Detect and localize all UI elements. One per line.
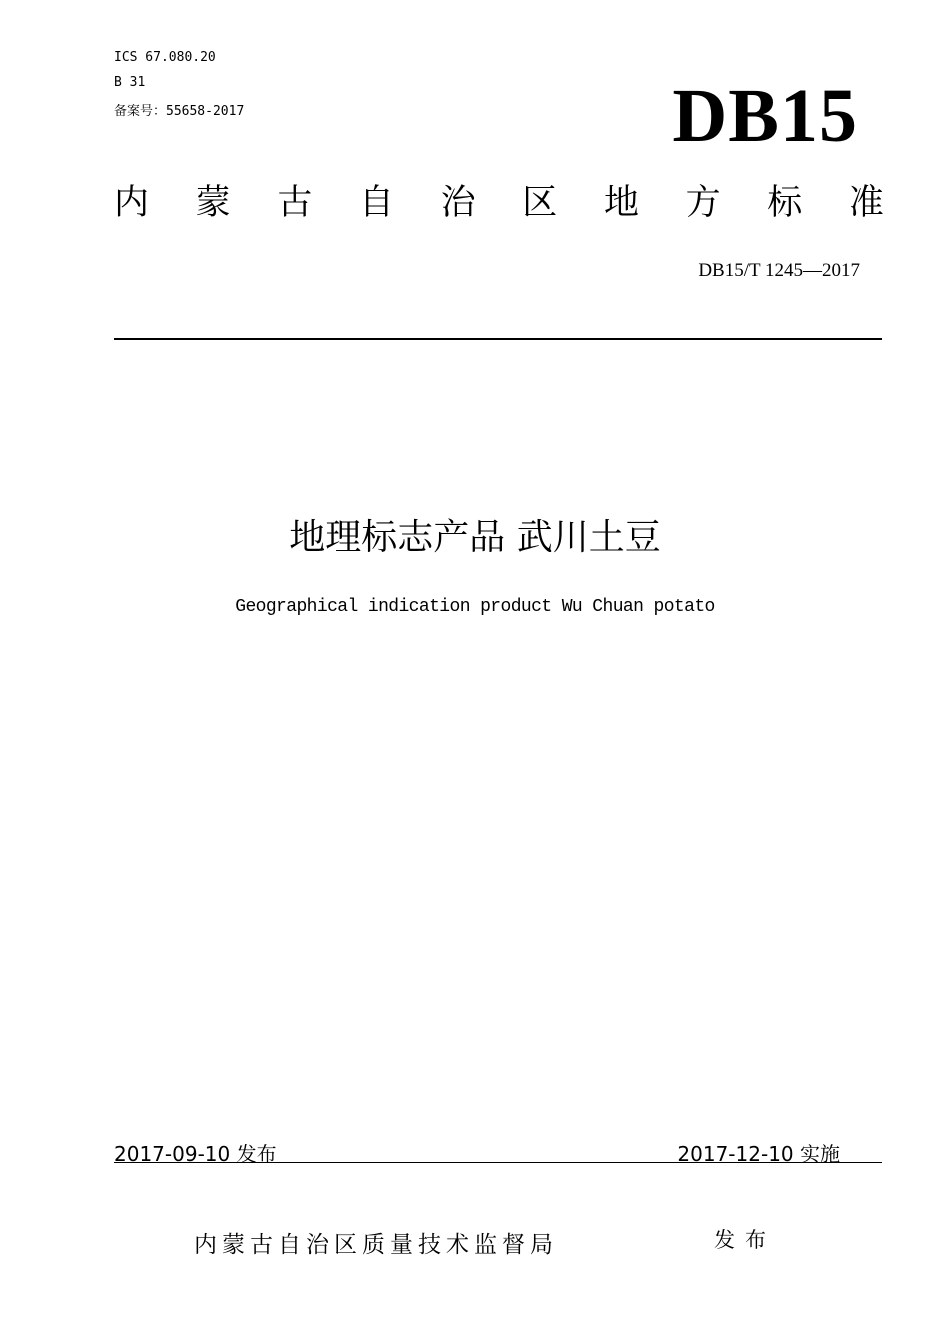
title-char: 地: [603, 183, 639, 223]
standard-code-logo: DB15: [672, 74, 858, 158]
title-char: 古: [277, 183, 313, 223]
document-title-english: Geographical indication product Wu Chuan potato: [235, 597, 715, 617]
issue-label: 发布: [714, 1228, 776, 1252]
record-number: 备案号：55658-2017: [114, 104, 245, 119]
document-title-chinese: 地理标志产品 武川土豆: [289, 517, 661, 558]
ics-code: ICS 67.080.20: [114, 50, 216, 65]
implement-date: 2017-12-10 实施: [677, 1142, 840, 1166]
title-char: 标: [767, 183, 803, 223]
footer-divider: [114, 1162, 882, 1163]
publish-date: 2017-09-10 发布: [114, 1142, 277, 1166]
standard-type-title: [114, 183, 884, 223]
standard-number: DB15/T 1245—2017: [698, 260, 860, 281]
title-char: 准: [848, 183, 884, 223]
title-char: 治: [440, 183, 476, 223]
title-char: 内: [114, 183, 150, 223]
header-divider: [114, 338, 882, 340]
classification-code: B 31: [114, 75, 146, 90]
issuing-authority: 内蒙古自治区质量技术监督局: [194, 1232, 558, 1258]
title-char: 方: [685, 183, 721, 223]
title-char: 蒙: [195, 183, 231, 223]
title-char: 自: [358, 183, 394, 223]
title-char: 区: [522, 183, 558, 223]
